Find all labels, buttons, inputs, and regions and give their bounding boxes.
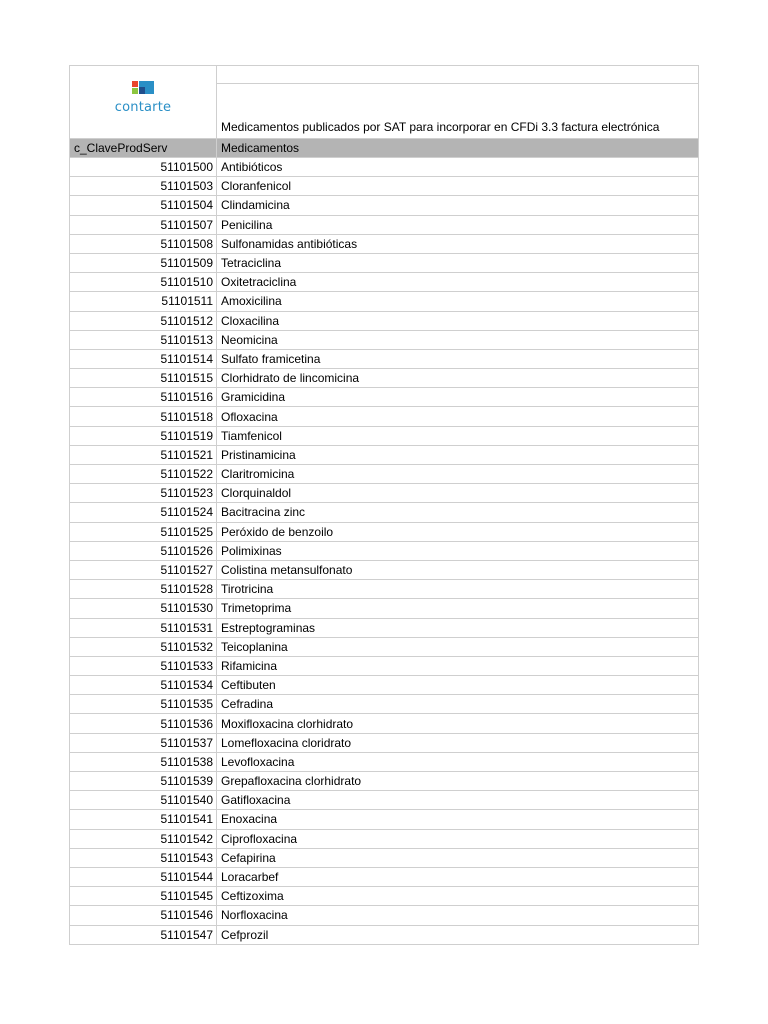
- logo-cell: [70, 66, 217, 139]
- code-cell: 51101526: [70, 541, 217, 560]
- code-cell: 51101546: [70, 906, 217, 925]
- name-cell: Gatifloxacina: [217, 791, 699, 810]
- table-row: [70, 196, 699, 215]
- table-row: [70, 887, 699, 906]
- table-row: [70, 925, 699, 944]
- code-cell: 51101539: [70, 772, 217, 791]
- code-cell: 51101508: [70, 234, 217, 253]
- name-cell: Tirotricina: [217, 580, 699, 599]
- code-cell: 51101504: [70, 196, 217, 215]
- header-name: Medicamentos: [217, 139, 699, 158]
- table-row: [70, 695, 699, 714]
- name-cell: Norfloxacina: [217, 906, 699, 925]
- name-cell: Ciprofloxacina: [217, 829, 699, 848]
- name-cell: Trimetoprima: [217, 599, 699, 618]
- table-row: [70, 522, 699, 541]
- code-cell: 51101516: [70, 388, 217, 407]
- table-row: [70, 810, 699, 829]
- name-cell: Estreptograminas: [217, 618, 699, 637]
- name-cell: Levofloxacina: [217, 752, 699, 771]
- name-cell: Colistina metansulfonato: [217, 560, 699, 579]
- code-cell: 51101537: [70, 733, 217, 752]
- logo-red-square: [132, 81, 138, 87]
- code-cell: 51101528: [70, 580, 217, 599]
- name-cell: Ceftibuten: [217, 676, 699, 695]
- name-cell: Claritromicina: [217, 465, 699, 484]
- table-row: [70, 445, 699, 464]
- sheet-title: Medicamentos publicados por SAT para incorporar en CFDi 3.3 factura electrónica: [217, 84, 699, 139]
- name-cell: Peróxido de benzoilo: [217, 522, 699, 541]
- table-row: [70, 714, 699, 733]
- name-cell: Sulfonamidas antibióticas: [217, 234, 699, 253]
- code-cell: 51101525: [70, 522, 217, 541]
- name-cell: Polimixinas: [217, 541, 699, 560]
- code-cell: 51101536: [70, 714, 217, 733]
- code-cell: 51101523: [70, 484, 217, 503]
- table-row: [70, 158, 699, 177]
- code-cell: 51101521: [70, 445, 217, 464]
- code-cell: 51101509: [70, 253, 217, 272]
- logo-mark-icon: [83, 77, 203, 101]
- table-row: [70, 503, 699, 522]
- table-row: [70, 772, 699, 791]
- code-cell: 51101543: [70, 848, 217, 867]
- code-cell: 51101534: [70, 676, 217, 695]
- name-cell: Cefapirina: [217, 848, 699, 867]
- name-cell: Tiamfenicol: [217, 426, 699, 445]
- name-cell: Lomefloxacina cloridrato: [217, 733, 699, 752]
- name-cell: Pristinamicina: [217, 445, 699, 464]
- name-cell: Clorhidrato de lincomicina: [217, 369, 699, 388]
- code-cell: 51101545: [70, 887, 217, 906]
- name-cell: Neomicina: [217, 330, 699, 349]
- code-cell: 51101535: [70, 695, 217, 714]
- name-cell: Bacitracina zinc: [217, 503, 699, 522]
- header-code: c_ClaveProdServ: [70, 139, 217, 158]
- table-row: [70, 791, 699, 810]
- logo-text: contarte: [114, 100, 172, 115]
- table-row: [70, 867, 699, 886]
- logo-navy-square: [139, 87, 145, 94]
- name-cell: Ofloxacina: [217, 407, 699, 426]
- table-row: [70, 848, 699, 867]
- blank-cell: [217, 66, 699, 84]
- table-row: [70, 369, 699, 388]
- table-row: [70, 656, 699, 675]
- table-row: [70, 311, 699, 330]
- name-cell: Rifamicina: [217, 656, 699, 675]
- code-cell: 51101524: [70, 503, 217, 522]
- logo-green-square: [132, 88, 138, 94]
- name-cell: Cloranfenicol: [217, 177, 699, 196]
- code-cell: 51101540: [70, 791, 217, 810]
- name-cell: Oxitetraciclina: [217, 273, 699, 292]
- table-row: [70, 215, 699, 234]
- code-cell: 51101522: [70, 465, 217, 484]
- name-cell: Amoxicilina: [217, 292, 699, 311]
- name-cell: Gramicidina: [217, 388, 699, 407]
- name-cell: Ceftizoxima: [217, 887, 699, 906]
- blank-row: [70, 66, 699, 84]
- table-row: [70, 426, 699, 445]
- code-cell: 51101510: [70, 273, 217, 292]
- table-row: [70, 618, 699, 637]
- name-cell: Cefprozil: [217, 925, 699, 944]
- code-cell: 51101532: [70, 637, 217, 656]
- name-cell: Clindamicina: [217, 196, 699, 215]
- code-cell: 51101514: [70, 349, 217, 368]
- table-row: [70, 465, 699, 484]
- code-cell: 51101531: [70, 618, 217, 637]
- table-row: [70, 599, 699, 618]
- name-cell: Cefradina: [217, 695, 699, 714]
- code-cell: 51101533: [70, 656, 217, 675]
- table-row: [70, 388, 699, 407]
- table-row: [70, 177, 699, 196]
- code-cell: 51101515: [70, 369, 217, 388]
- code-cell: 51101538: [70, 752, 217, 771]
- table-row: [70, 484, 699, 503]
- table-row: [70, 541, 699, 560]
- code-cell: 51101500: [70, 158, 217, 177]
- table-row: [70, 234, 699, 253]
- table-row: [70, 733, 699, 752]
- name-cell: Grepafloxacina clorhidrato: [217, 772, 699, 791]
- code-cell: 51101503: [70, 177, 217, 196]
- name-cell: Antibióticos: [217, 158, 699, 177]
- table-row: [70, 637, 699, 656]
- code-cell: 51101547: [70, 925, 217, 944]
- code-cell: 51101512: [70, 311, 217, 330]
- code-cell: 51101507: [70, 215, 217, 234]
- code-cell: 51101513: [70, 330, 217, 349]
- table-row: [70, 253, 699, 272]
- medicamentos-table: [69, 65, 699, 945]
- table-row: [70, 676, 699, 695]
- code-cell: 51101542: [70, 829, 217, 848]
- name-cell: Tetraciclina: [217, 253, 699, 272]
- code-cell: 51101527: [70, 560, 217, 579]
- name-cell: Loracarbef: [217, 867, 699, 886]
- code-cell: 51101530: [70, 599, 217, 618]
- table-row: [70, 829, 699, 848]
- name-cell: Moxifloxacina clorhidrato: [217, 714, 699, 733]
- table-row: [70, 349, 699, 368]
- table-row: [70, 580, 699, 599]
- code-cell: 51101518: [70, 407, 217, 426]
- name-cell: Clorquinaldol: [217, 484, 699, 503]
- name-cell: Sulfato framicetina: [217, 349, 699, 368]
- table-row: [70, 752, 699, 771]
- name-cell: Teicoplanina: [217, 637, 699, 656]
- table-row: [70, 292, 699, 311]
- table-row: [70, 407, 699, 426]
- name-cell: Penicilina: [217, 215, 699, 234]
- table-row: [70, 906, 699, 925]
- contarte-logo: [83, 77, 203, 127]
- code-cell: 51101519: [70, 426, 217, 445]
- code-cell: 51101511: [70, 292, 217, 311]
- header-row: [70, 139, 699, 158]
- name-cell: Cloxacilina: [217, 311, 699, 330]
- table-row: [70, 330, 699, 349]
- code-cell: 51101544: [70, 867, 217, 886]
- table-body: [70, 66, 699, 945]
- code-cell: 51101541: [70, 810, 217, 829]
- name-cell: Enoxacina: [217, 810, 699, 829]
- table-row: [70, 273, 699, 292]
- table-row: [70, 560, 699, 579]
